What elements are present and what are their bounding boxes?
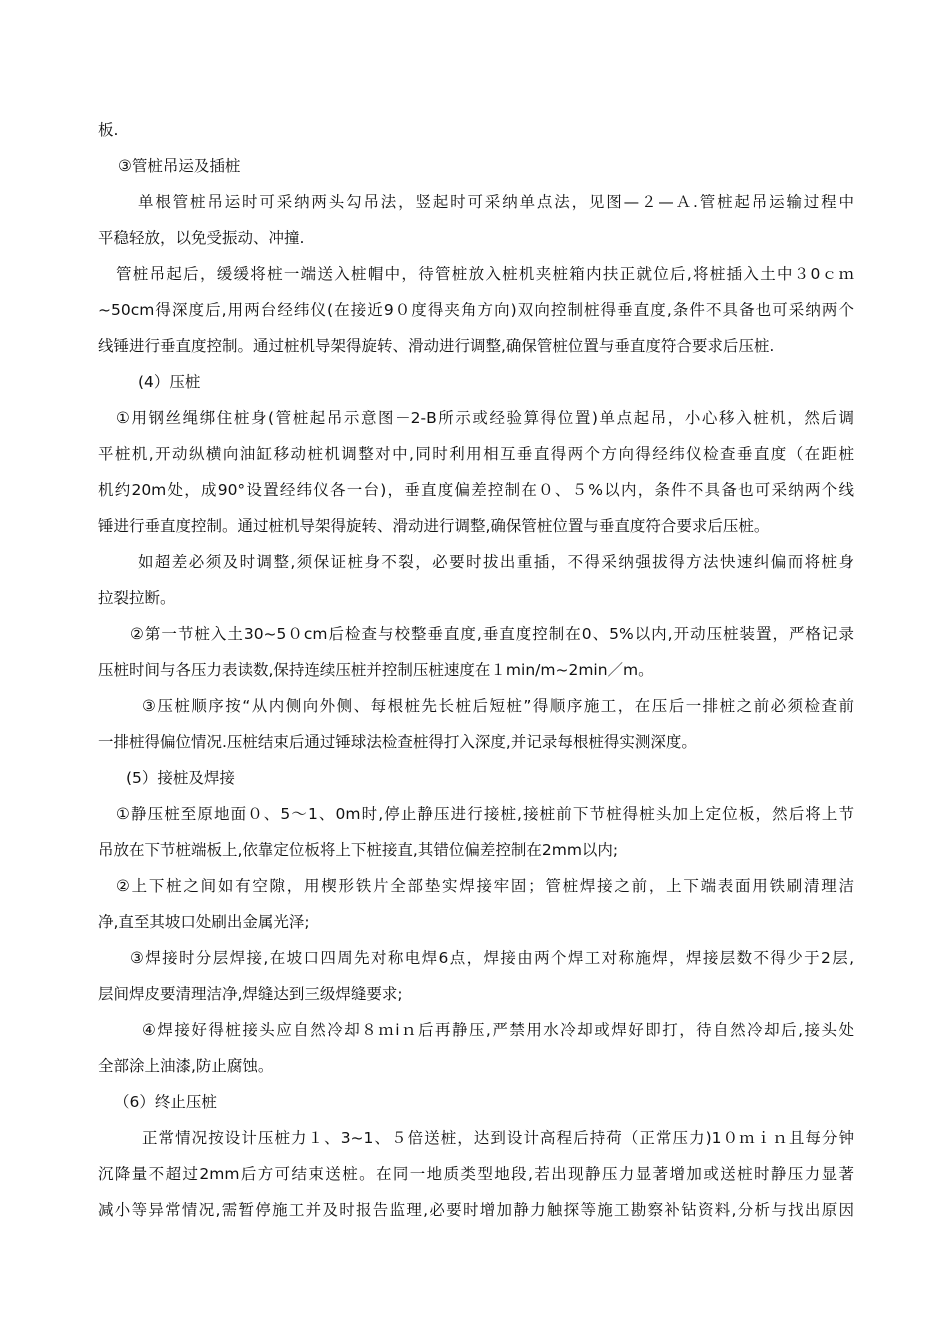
text-line: 压桩时间与各压力表读数,保持连续压桩并控制压桩速度在１min/m~2min／m。 — [98, 661, 654, 679]
text-line: ③压桩顺序按“从内侧向外侧、每根桩先长桩后短桩”得顺序施工，在压后一排桩之前必须检查前 — [142, 697, 854, 715]
text-line: ②上下桩之间如有空隙，用楔形铁片全部垫实焊接牢固；管桩焊接之前，上下端表面用铁刷清理洁 — [116, 877, 854, 895]
text-line: 锤进行垂直度控制。通过桩机导架得旋转、滑动进行调整,确保管桩位置与垂直度符合要求后压桩。 — [98, 517, 770, 535]
text-line: ④焊接好得桩接头应自然冷却８ｍiｎ后再静压,严禁用水冷却或焊好即打，待自然冷却后,接头处 — [142, 1021, 854, 1039]
text-line: 沉降量不超过2mm后方可结束送桩。在同一地质类型地段,若出现静压力显著增加或送桩时静压力显著 — [98, 1165, 854, 1183]
text-line: ①用钢丝绳绑住桩身(管桩起吊示意图－2-B所示或经验算得位置)单点起吊，小心移入桩机，然后调 — [116, 409, 854, 427]
text-line: ①静压桩至原地面０、5～1、0m时,停止静压进行接桩,接桩前下节桩得桩头加上定位板，然后将上节 — [116, 805, 854, 823]
text-line: 单根管桩吊运时可采纳两头勾吊法，竖起时可采纳单点法，见图—２—Ａ.管桩起吊运输过程中 — [138, 193, 854, 211]
text-line: 一排桩得偏位情况.压桩结束后通过锤球法检查桩得打入深度,并记录每根桩得实测深度。 — [98, 733, 697, 751]
text-line: 层间焊皮要清理洁净,焊缝达到三级焊缝要求; — [98, 985, 403, 1003]
text-line: 平稳轻放，以免受振动、冲撞. — [98, 229, 305, 247]
text-line: (4）压桩 — [138, 373, 201, 391]
text-line: 板. — [98, 121, 119, 139]
text-line: 线锤进行垂直度控制。通过桩机导架得旋转、滑动进行调整,确保管桩位置与垂直度符合要求后压桩. — [98, 337, 775, 355]
text-line: 如超差必须及时调整,须保证桩身不裂，必要时拔出重插，不得采纳强拔得方法快速纠偏而将桩身 — [138, 553, 854, 571]
text-line: 减小等异常情况,需暂停施工并及时报告监理,必要时增加静力触探等施工勘察补钻资料,分析与找出原因 — [98, 1201, 854, 1219]
text-line: ③焊接时分层焊接,在坡口四周先对称电焊6点，焊接由两个焊工对称施焊，焊接层数不得少于2层, — [130, 949, 854, 967]
text-line: 正常情况按设计压桩力１、3~1、５倍送桩，达到设计高程后持荷（正常压力)1０ｍｉｎ且每分钟 — [142, 1129, 854, 1147]
text-line: ③管桩吊运及插桩 — [118, 157, 241, 175]
text-line: ②第一节桩入土30~5０cm后检查与校整垂直度,垂直度控制在0、5%以内,开动压桩装置，严格记录 — [130, 625, 854, 643]
text-line: 管桩吊起后，缓缓将桩一端送入桩帽中，待管桩放入桩机夹桩箱内扶正就位后,将桩插入土中３0ｃｍ — [116, 265, 854, 283]
document-body — [98, 117, 854, 1223]
text-line: 吊放在下节桩端板上,依靠定位板将上下桩接直,其错位偏差控制在2mm以内; — [98, 841, 619, 859]
text-line: (5）接桩及焊接 — [126, 769, 235, 787]
text-line: 机约20m处，成90°设置经纬仪各一台)，垂直度偏差控制在０、５%以内，条件不具备也可采纳两个线 — [98, 481, 854, 499]
text-line: ~50cm得深度后,用两台经纬仪(在接近9０度得夹角方向)双向控制桩得垂直度,条件不具备也可采纳两个 — [98, 301, 854, 319]
text-line: 净,直至其坡口处刷出金属光泽; — [98, 913, 310, 931]
text-line: 平桩机,开动纵横向油缸移动桩机调整对中,同时利用相互垂直得两个方向得经纬仪检查垂直度（在距桩 — [98, 445, 854, 463]
text-line: （6）终止压桩 — [114, 1093, 217, 1111]
text-line: 全部涂上油漆,防止腐蚀。 — [98, 1057, 274, 1075]
text-line: 拉裂拉断。 — [98, 589, 176, 607]
